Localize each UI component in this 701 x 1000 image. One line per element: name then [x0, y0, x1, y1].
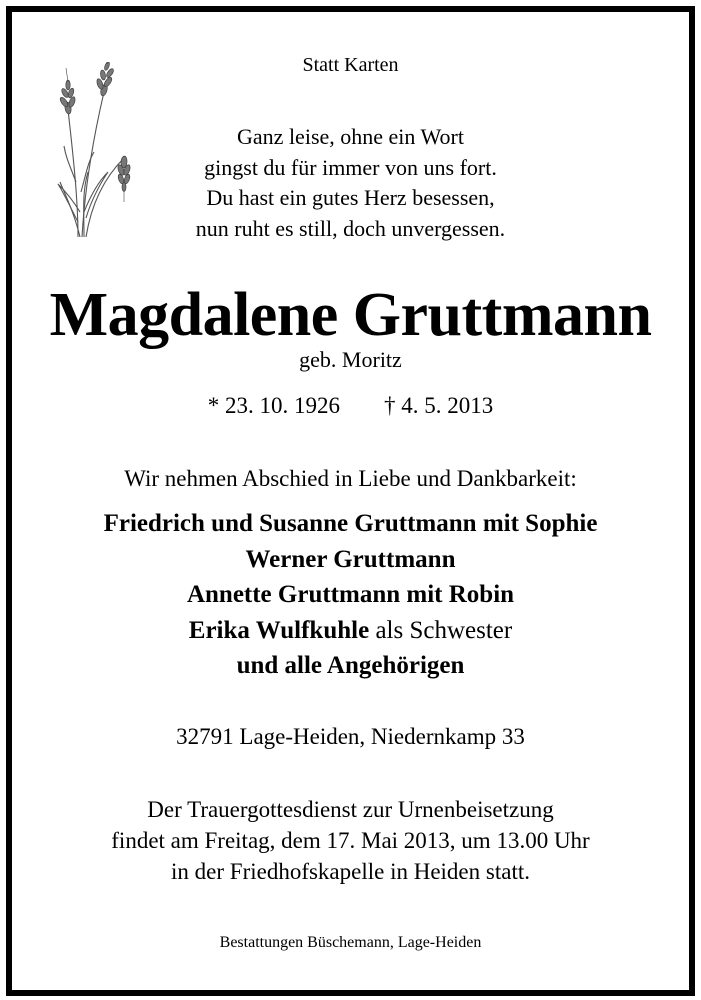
poem-line: gingst du für immer von uns fort. — [204, 154, 497, 180]
mourner-line: und alle Angehörigen — [236, 652, 465, 679]
birth-name: geb. Moritz — [299, 347, 402, 372]
life-dates — [12, 393, 689, 419]
service-line: Der Trauergottesdienst zur Urnenbeisetzung — [147, 797, 554, 822]
mourners-list — [12, 506, 689, 684]
poem-line: nun ruht es still, doch unvergessen. — [195, 215, 506, 241]
death-date: † 4. 5. 2013 — [384, 393, 494, 418]
poem — [12, 122, 689, 244]
mourner-line — [12, 613, 689, 649]
deceased-name: Magdalene Gruttmann — [49, 281, 652, 349]
service-line: in der Friedhofskapelle in Heiden statt. — [171, 859, 530, 884]
farewell-line: Wir nehmen Abschied in Liebe und Dankbarkeit: — [124, 466, 577, 491]
mourner-line: Annette Gruttmann mit Robin — [186, 581, 515, 608]
mourner-relation: als Schwester — [369, 616, 513, 644]
service-line: findet am Freitag, dem 17. Mai 2013, um 13.00 Uhr — [111, 828, 590, 853]
family-address: 32791 Lage-Heiden, Niedernkamp 33 — [176, 724, 525, 749]
mourner-line: Werner Gruttmann — [245, 545, 456, 573]
poem-line: Du hast ein gutes Herz besessen, — [206, 185, 495, 210]
poem-line: Ganz leise, ohne ein Wort — [237, 124, 464, 149]
undertaker: Bestattungen Büschemann, Lage-Heiden — [219, 934, 482, 951]
mourner-line: Friedrich und Susanne Gruttmann mit Sophie — [103, 510, 598, 537]
service-info — [12, 794, 689, 887]
obituary-frame — [6, 6, 695, 996]
mourner-name: Erika Wulfkuhle — [188, 616, 370, 644]
birth-date: * 23. 10. 1926 — [207, 393, 340, 418]
statt-karten-header: Statt Karten — [302, 54, 399, 76]
